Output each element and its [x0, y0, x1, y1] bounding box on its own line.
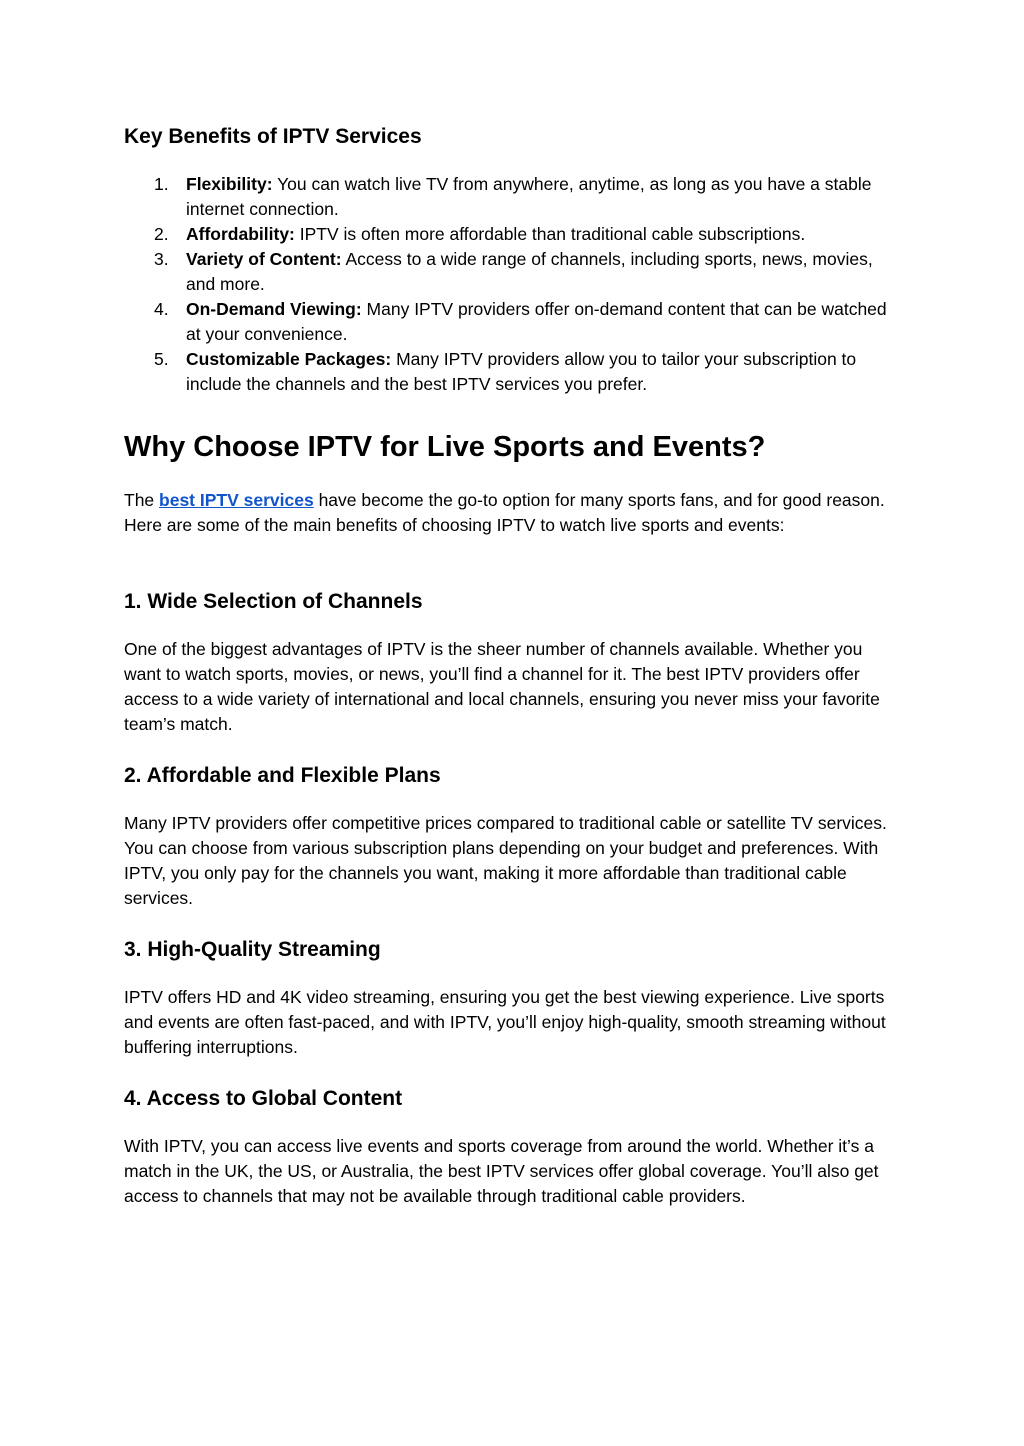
section-heading-plans: 2. Affordable and Flexible Plans — [124, 764, 441, 787]
list-item — [124, 347, 894, 397]
list-term: Variety of Content: — [186, 249, 342, 269]
list-text: Many IPTV providers offer on-demand content that can be watched at your convenience. — [186, 299, 887, 344]
list-number: 2. — [154, 224, 169, 244]
list-number: 4. — [154, 299, 169, 319]
section-heading-channels: 1. Wide Selection of Channels — [124, 590, 423, 613]
list-term: Customizable Packages: — [186, 349, 392, 369]
list-number: 1. — [154, 174, 169, 194]
section-body-global: With IPTV, you can access live events and sports coverage from around the world. Whether it’s a match in the UK, the US, or Australia, the best IPTV services offer global coverage. You’ll also get access to channels that may not be available through traditional cable providers. — [124, 1136, 879, 1206]
list-text: IPTV is often more affordable than traditional cable subscriptions. — [294, 224, 806, 244]
section-body-plans: Many IPTV providers offer competitive prices compared to traditional cable or satellite TV services. You can choose from various subscription plans depending on your budget and preferences. With IPTV, you only pay for the channels you want, making it more affordable than traditional cable services. — [124, 813, 887, 908]
best-iptv-services-link[interactable]: best IPTV services — [159, 490, 314, 510]
list-item — [124, 172, 894, 222]
list-item — [124, 297, 894, 347]
section-heading-global: 4. Access to Global Content — [124, 1087, 403, 1110]
intro-text-before: The — [124, 490, 160, 510]
list-term: On-Demand Viewing: — [186, 299, 362, 319]
section-body-streaming: IPTV offers HD and 4K video streaming, ensuring you get the best viewing experience. Live sports and events are often fast-paced, and with IPTV, you’ll enjoy high-quality, smooth streaming without buffering interruptions. — [124, 987, 886, 1057]
list-item — [124, 247, 894, 297]
list-number: 3. — [154, 249, 169, 269]
list-number: 5. — [154, 349, 169, 369]
benefits-heading: Key Benefits of IPTV Services — [124, 125, 422, 148]
list-item — [124, 222, 894, 247]
intro-text-after: have become the go-to option for many sports fans, and for good reason. Here are some of the main benefits of choosing IPTV to watch live sports and events: — [124, 490, 885, 535]
list-term: Affordability: — [186, 224, 295, 244]
section-heading-streaming: 3. High-Quality Streaming — [124, 938, 381, 961]
list-text: You can watch live TV from anywhere, anytime, as long as you have a stable internet connection. — [186, 174, 872, 219]
why-heading: Why Choose IPTV for Live Sports and Events? — [124, 431, 766, 463]
section-body-channels: One of the biggest advantages of IPTV is the sheer number of channels available. Whether you want to watch sports, movies, or news, you’ll find a channel for it. The best IPTV providers offer access to a wide variety of international and local channels, ensuring you never miss your favorite team’s match. — [124, 639, 880, 734]
why-intro — [124, 488, 894, 538]
benefits-list — [124, 172, 894, 397]
list-text: Access to a wide range of channels, including sports, news, movies, and more. — [186, 249, 873, 294]
list-text: Many IPTV providers allow you to tailor your subscription to include the channels and the best IPTV services you prefer. — [186, 349, 857, 394]
list-term: Flexibility: — [186, 174, 273, 194]
